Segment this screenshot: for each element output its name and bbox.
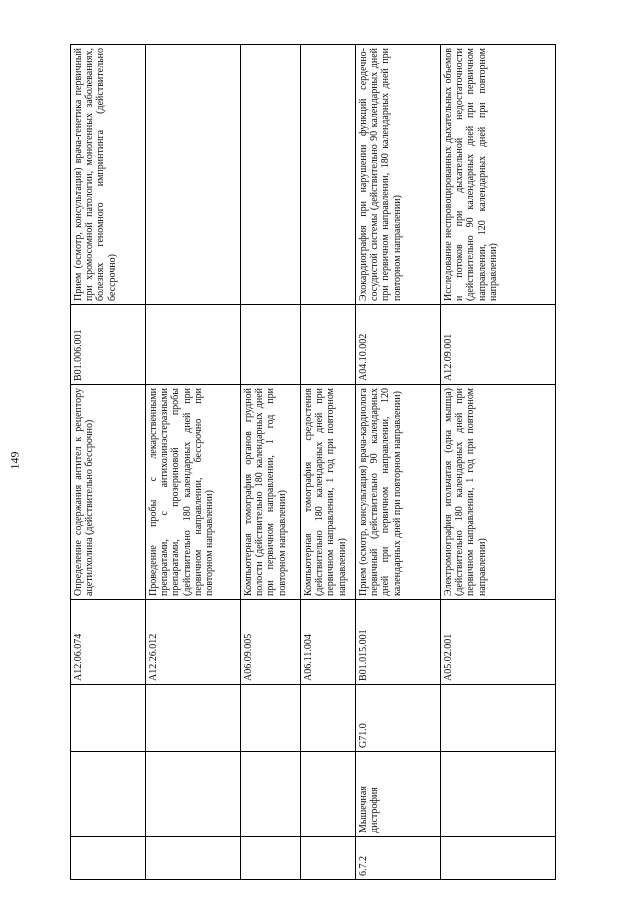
page-number: 149	[7, 451, 22, 469]
cell-service-description: Электромиография игольчатая (одна мышца) (действительно 180 календарных дней при первичном направлении, 1 год при повторном направлении)	[441, 385, 556, 600]
cell-service-code: A06.09.005	[241, 600, 301, 685]
cell-consultation-description	[146, 45, 241, 305]
cell-icd: G71.0	[356, 685, 441, 752]
cell-number	[441, 837, 556, 880]
table-row	[146, 45, 241, 880]
cell-number: 6.7.2	[356, 837, 441, 880]
cell-consultation-description: Исследование неспровоцированных дыхательных объемов и потоков при дыхательной недостаточности (действительно 90 календарных дней при первичном направлении, 120 календарных дней при повторном направлении)	[441, 45, 556, 305]
cell-service-code: B01.015.001	[356, 600, 441, 685]
services-table	[70, 44, 556, 880]
table-row	[241, 45, 301, 880]
cell-icd	[441, 685, 556, 752]
cell-number	[71, 837, 146, 880]
cell-disease	[146, 752, 241, 837]
table-row	[71, 45, 146, 880]
cell-number	[301, 837, 356, 880]
cell-disease	[441, 752, 556, 837]
cell-icd	[301, 685, 356, 752]
cell-service-description: Прием (осмотр, консультация) врача-кардиолога первичный (действительно 90 календарных дней при первичном направлении, 120 календарных дней при повторном направлении)	[356, 385, 441, 600]
cell-service-description: Определение содержания антител к рецептору ацетилхолина (действительно бессрочно)	[71, 385, 146, 600]
cell-consultation-code	[301, 305, 356, 385]
cell-number	[241, 837, 301, 880]
landscape-table-container	[70, 45, 555, 880]
table-row	[356, 45, 441, 880]
cell-icd	[241, 685, 301, 752]
rotated-page	[70, 45, 555, 880]
cell-consultation-code: A12.09.001	[441, 305, 556, 385]
cell-disease	[241, 752, 301, 837]
cell-disease	[301, 752, 356, 837]
table-row	[301, 45, 356, 880]
cell-service-code: A06.11.004	[301, 600, 356, 685]
cell-service-code: A05.02.001	[441, 600, 556, 685]
cell-consultation-code	[241, 305, 301, 385]
cell-consultation-description: Эхокардиография при нарушении функций сердечно-сосудистой системы (действительно 90 календарных дней при первичном направлении, 180 календарных дней при повторном направлении)	[356, 45, 441, 305]
cell-service-code: A12.26.012	[146, 600, 241, 685]
cell-consultation-description: Прием (осмотр, консультация) врача-генетика первичный при хромосомной патологии, моногенных заболеваниях, болезнях геномного импринтинга (действительно бессрочно)	[71, 45, 146, 305]
cell-service-description: Проведение пробы с лекарственными препаратами, с антихолинэстеразными препаратами, прозериновой пробы (действительно 180 календарных дней при первичном направлении, бессрочно при повторном направлении)	[146, 385, 241, 600]
cell-disease: Мышечная дистрофия	[356, 752, 441, 837]
cell-icd	[146, 685, 241, 752]
cell-consultation-code	[146, 305, 241, 385]
cell-number	[146, 837, 241, 880]
cell-consultation-code: A04.10.002	[356, 305, 441, 385]
cell-service-code: A12.06.074	[71, 600, 146, 685]
cell-disease	[71, 752, 146, 837]
cell-icd	[71, 685, 146, 752]
cell-consultation-description	[301, 45, 356, 305]
cell-service-description: Компьютерная томография органов грудной полости (действительно 180 календарных дней при первичном направлении, 1 год при повторном направлении)	[241, 385, 301, 600]
cell-consultation-description	[241, 45, 301, 305]
table-row	[441, 45, 556, 880]
cell-consultation-code: B01.006.001	[71, 305, 146, 385]
cell-service-description: Компьютерная томография средостения (действительно 180 календарных дней при первичном направлении, 1 год при повторном направлении)	[301, 385, 356, 600]
